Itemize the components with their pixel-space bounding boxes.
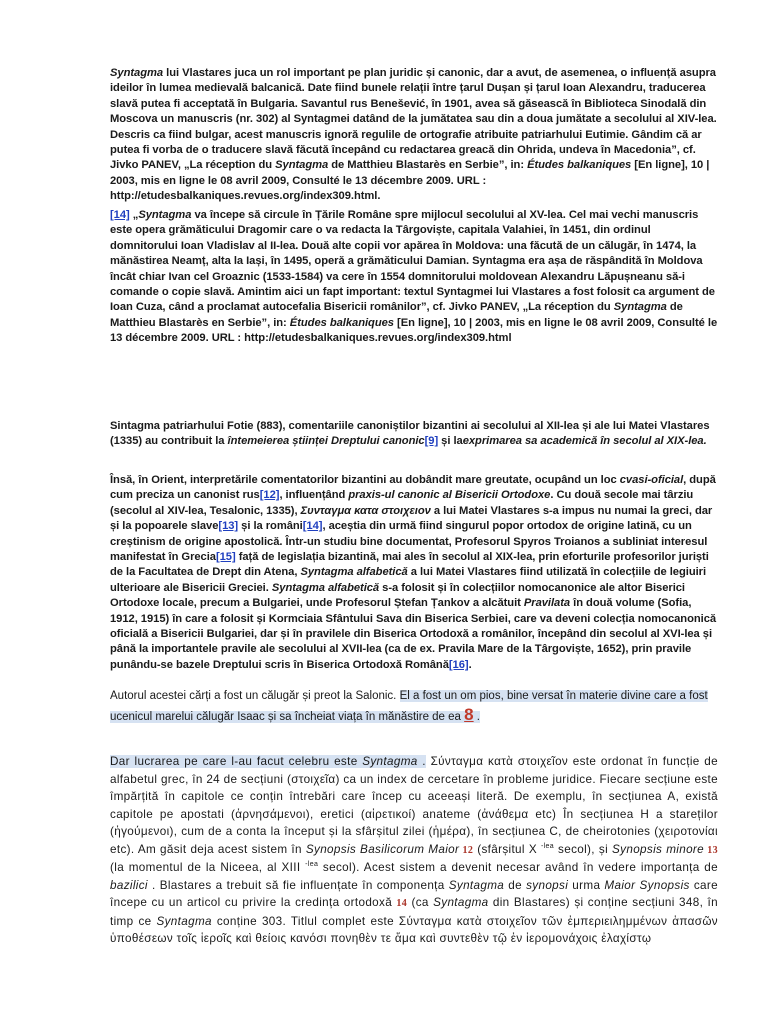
text: va începe să circule în Țările Române spre mijlocul secolului al XV-lea. Cel mai vechi manuscris este opera grămăticului Dragomir care o va redacta la Târgoviște, capitala Valahiei, în 1451, din ordinul domnitorului Ioan Vladislav al II-lea. Două alte copii vor apărea în Moldova: una făcută de un călugăr, în 1474, la mănăstirea Neamț, alta la Iași, în 1495, operă a grămăticului Damian. Syntagma era așa de răspândită în Moldova încât chiar Ivan cel Groaznic (1533-1584) va cere în 1554 domnitorului moldovean Alexandru Lăpușneanu să-i comande o copie slavă. Amintim aici un fapt important: textul Syntagmei lui Vlastares a fost folosit ca argument de Ioan Cuza, când a proclamat autocefalia Bisericii românilor”, cf. Jivko PANEV, „La réception du (110, 209, 715, 314)
text-italic: Synopsis minore (612, 842, 705, 856)
footnote-link-14[interactable]: [14] (110, 209, 130, 221)
footnote-number-14[interactable]: 14 (396, 898, 408, 909)
text: [En ligne], 10 | 2003, mis en ligne le 08 avril 2009, Consulté le 13 décembre 2009. URL : http://etudesbalkaniques.revues.org/index309.html. (110, 159, 710, 203)
footnote-number-13[interactable]: 13 (704, 844, 718, 856)
text: față de legislația bizantină, mai ales în secolul al XIX-lea, prin eforturile profesorilor juriști de la Facultatea de Drept din Atena, (110, 551, 709, 579)
text: urma (568, 878, 605, 892)
superscript: -lea (540, 842, 555, 850)
text: Autorul acestei cărți a fost un călugăr și preot la Salonic. (110, 690, 400, 702)
paragraph-sintagma-fotie (110, 419, 718, 450)
footnote-14-paragraph (110, 208, 718, 347)
text: în două volume (Sofia, 1912, 1915) în care a folosit și Kormciaia Sfântului Sava din Biserica Serbiei, care va deveni colecția nomocanonică oficială a Bisericii Bulgariei, dar și în pravilele din Biserica Ortodoxă a românilor, începând din secolul al XVI-lea și până la importantele pravile ale secolului al XVII-lea (ca de ex. Pravila Mare de la Târgoviște, 1652), prin pravile punându-se bazele Dreptului scris în Biserica Ortodoxă Română (110, 597, 717, 671)
paragraph-orient-interpretations (110, 473, 718, 673)
text: conține 303. Titlul complet este Σύνταγμα κατὰ στοιχεῖον τῶν ἐμπεριειλημμένων ἁπασῶν ὑποθέσεων τοῖς ἱεροῖς καὶ θείοις κανόσι πονηθὲν τε ἅμα καὶ συντεθὲν τῷ ἐν ἱερομονάχοις ἐλαχίστῳ (110, 914, 718, 945)
text-italic: Syntagma (613, 301, 667, 314)
footnote-link-13[interactable]: [13] (218, 520, 239, 533)
footnote-link-12[interactable]: [12] (259, 489, 280, 502)
text-italic: Pravilata (523, 597, 571, 610)
footnote-link-15[interactable]: [15] (215, 551, 236, 564)
footnote-link-14b[interactable]: [14] (302, 520, 323, 533)
text-italic: synopsi (526, 878, 569, 892)
text: s-a folosit și în colecțiilor nomocanonice ale altor Biserici Ortodoxe locale, precum a Bulgariei, unde Profesorul Ștefan Țankov a alcătuit (110, 581, 685, 610)
text: . Cu două secole mai târziu (secolul al XIV-lea, Tesalonic, 1335), (110, 489, 694, 517)
text-italic: Syntagma (138, 209, 192, 221)
text-italic: Συνταγμα κατα στοιχειον (300, 504, 431, 517)
text-italic: Syntagma alfabetică (300, 566, 408, 579)
text: (sfârșitul X (473, 842, 541, 856)
text-italic: întemeierea științei Dreptului canonic (227, 435, 425, 448)
text-italic: Syntagma alfabetică (271, 581, 380, 594)
text: a lui Matei Vlastares fiind utilizată în colecțiile de legiuiri ulterioare ale Bisericii Greciei. (110, 566, 707, 594)
footnote-link-16[interactable]: [16] (448, 658, 469, 671)
text: „ (129, 209, 139, 221)
text-italic: praxis-ul canonic al Bisericii Ortodoxe (348, 489, 551, 502)
text: și la români (238, 520, 303, 533)
text-italic: Syntagma (110, 67, 164, 79)
text: . (417, 755, 426, 768)
footnote-link-9[interactable]: [9] (424, 435, 439, 448)
text: [En ligne], 10 | 2003, mis en ligne le 08 avril 2009, Consulté le 13 décembre 2009. URL : http://etudesbalkaniques.revues.org/index309.html (110, 316, 718, 345)
text: care începe cu un articol cu privire la credința ortodoxă (110, 878, 718, 909)
text: El a fost un om pios, bine versat în materie divine care a fost ucenicul marelui călugăr Isaac și sa încheiat viața în mănăstire de ea (110, 690, 708, 723)
footnote-number-12[interactable]: 12 (459, 844, 474, 856)
text: . (473, 710, 480, 723)
text-italic: bazilici (110, 878, 148, 892)
text: secol), și (554, 842, 612, 856)
text: , după cum preciza un canonist rus (110, 474, 716, 502)
text: de Matthieu Blastarès en Serbie”, in: (328, 159, 528, 172)
text: lui Vlastares juca un rol important pe plan juridic și canonic, dar a avut, de asemenea, o influență asupra ideilor în lumea medievală balcanică. Date fiind bunele relații între țarul Dușan și țarul Ioan Alexandru, traducerea slavă putea fi acceptată în Bulgaria. Savantul rus Benešević, în 1901, avea să găsească în Biblioteca Sinodală din Moscova un manuscris (nr. 302) al Syntagmei datând de la jumătatea sau din a doua jumătate a secolului al XIV-lea. Descris ca fiind bulgar, acest manuscris ignoră regulile de ortografie atribuite patriarhului Eutimie. Gândim că ar putea fi vorba de o traducere slavă făcută începând cu redactarea greacă din Ohrida, undeva în Macedonia”, cf. Jivko PANEV, „La réception du (110, 67, 717, 172)
text-italic: Syntagma (433, 896, 489, 909)
text: din Blastares) și conține secțiuni 348, în timp ce (110, 896, 718, 928)
text-italic: Syntagma (156, 914, 212, 928)
text: Însă, în Orient, interpretările comentatorilor bizantini au dobândit mare greutate, ocupând un loc (110, 474, 620, 486)
text-italic: exprimarea sa academică în secolul al XIX-lea. (462, 435, 707, 448)
text-italic: Synopsis Basilicorum Maior (305, 842, 460, 856)
text-italic: Études balkaniques (527, 159, 632, 172)
text: . (468, 658, 472, 671)
text-italic: Syntagma (275, 159, 329, 172)
text-italic: Syntagma (362, 755, 418, 768)
text: de (504, 878, 527, 892)
highlighted-text (110, 755, 426, 768)
text: de Matthieu Blastarès en Serbie”, in: (110, 301, 683, 329)
footnote-number-8[interactable]: 8 (464, 704, 474, 724)
text-italic: Syntagma (448, 878, 505, 892)
text: (la momentul de la Niceea, al XIII (110, 861, 306, 874)
paragraph-syntagma-influence (110, 66, 718, 205)
text-italic: Maior Synopsis (604, 878, 690, 892)
text: , influențând (279, 489, 349, 502)
text: și la (438, 435, 463, 448)
paragraph-author (110, 688, 718, 726)
paragraph-syntagma-description (110, 753, 718, 948)
text-italic: cvasi-oficial (619, 474, 684, 486)
text: a lui Matei Vlastares s-a impus nu numai la greci, dar și la popoarele slave (110, 504, 713, 533)
text: . Blastares a trebuit să fie influențate în componența (147, 878, 449, 892)
text: , aceștia din urmă fiind singurul popor ortodox de origine latină, cu un creștinism de origine apostolică. Într-un studiu bine documentat, Profesorul Spyros Troianos a subliniat interesul manifestat în Grecia (110, 520, 708, 564)
text: (ca (407, 896, 434, 909)
text: Sintagma patriarhului Fotie (883), comentariile canoniștilor bizantini ai secolului al XII-lea și ale lui Matei Vlastares (1335) au contribuit la (110, 420, 710, 448)
text: secol). Acest sistem a devenit necesar având în vedere importanța de (318, 861, 718, 874)
text: Σύνταγμα κατὰ στοιχεῖον este ordonat în funcție de alfabetul grec, în 24 de secțiuni (στοιχεῖα) ca un index de cercetare în probleme juridice. Fiecare secțiune este împărțită în capitole ce conțin întrebări care încep cu aceeași literă. De exemplu, în secțiunea A, există capitole pe apostati (ἀρνησάμενοι), eretici (αἱρετικοί) anateme (ἀνάθεμα etc) În secțiunea H a stareților (ἡγούμενοι), cum de a conta la început și la sfârșitul zilei (ἡμέρα), în secțiunea C, de cheirotonies (χειροτονίαι etc). Am găsit deja acest sistem în (110, 755, 718, 856)
text-italic: Études balkaniques (289, 316, 394, 329)
text: Dar lucrarea pe care l-au facut celebru este (110, 755, 363, 768)
superscript: -lea (305, 861, 319, 869)
